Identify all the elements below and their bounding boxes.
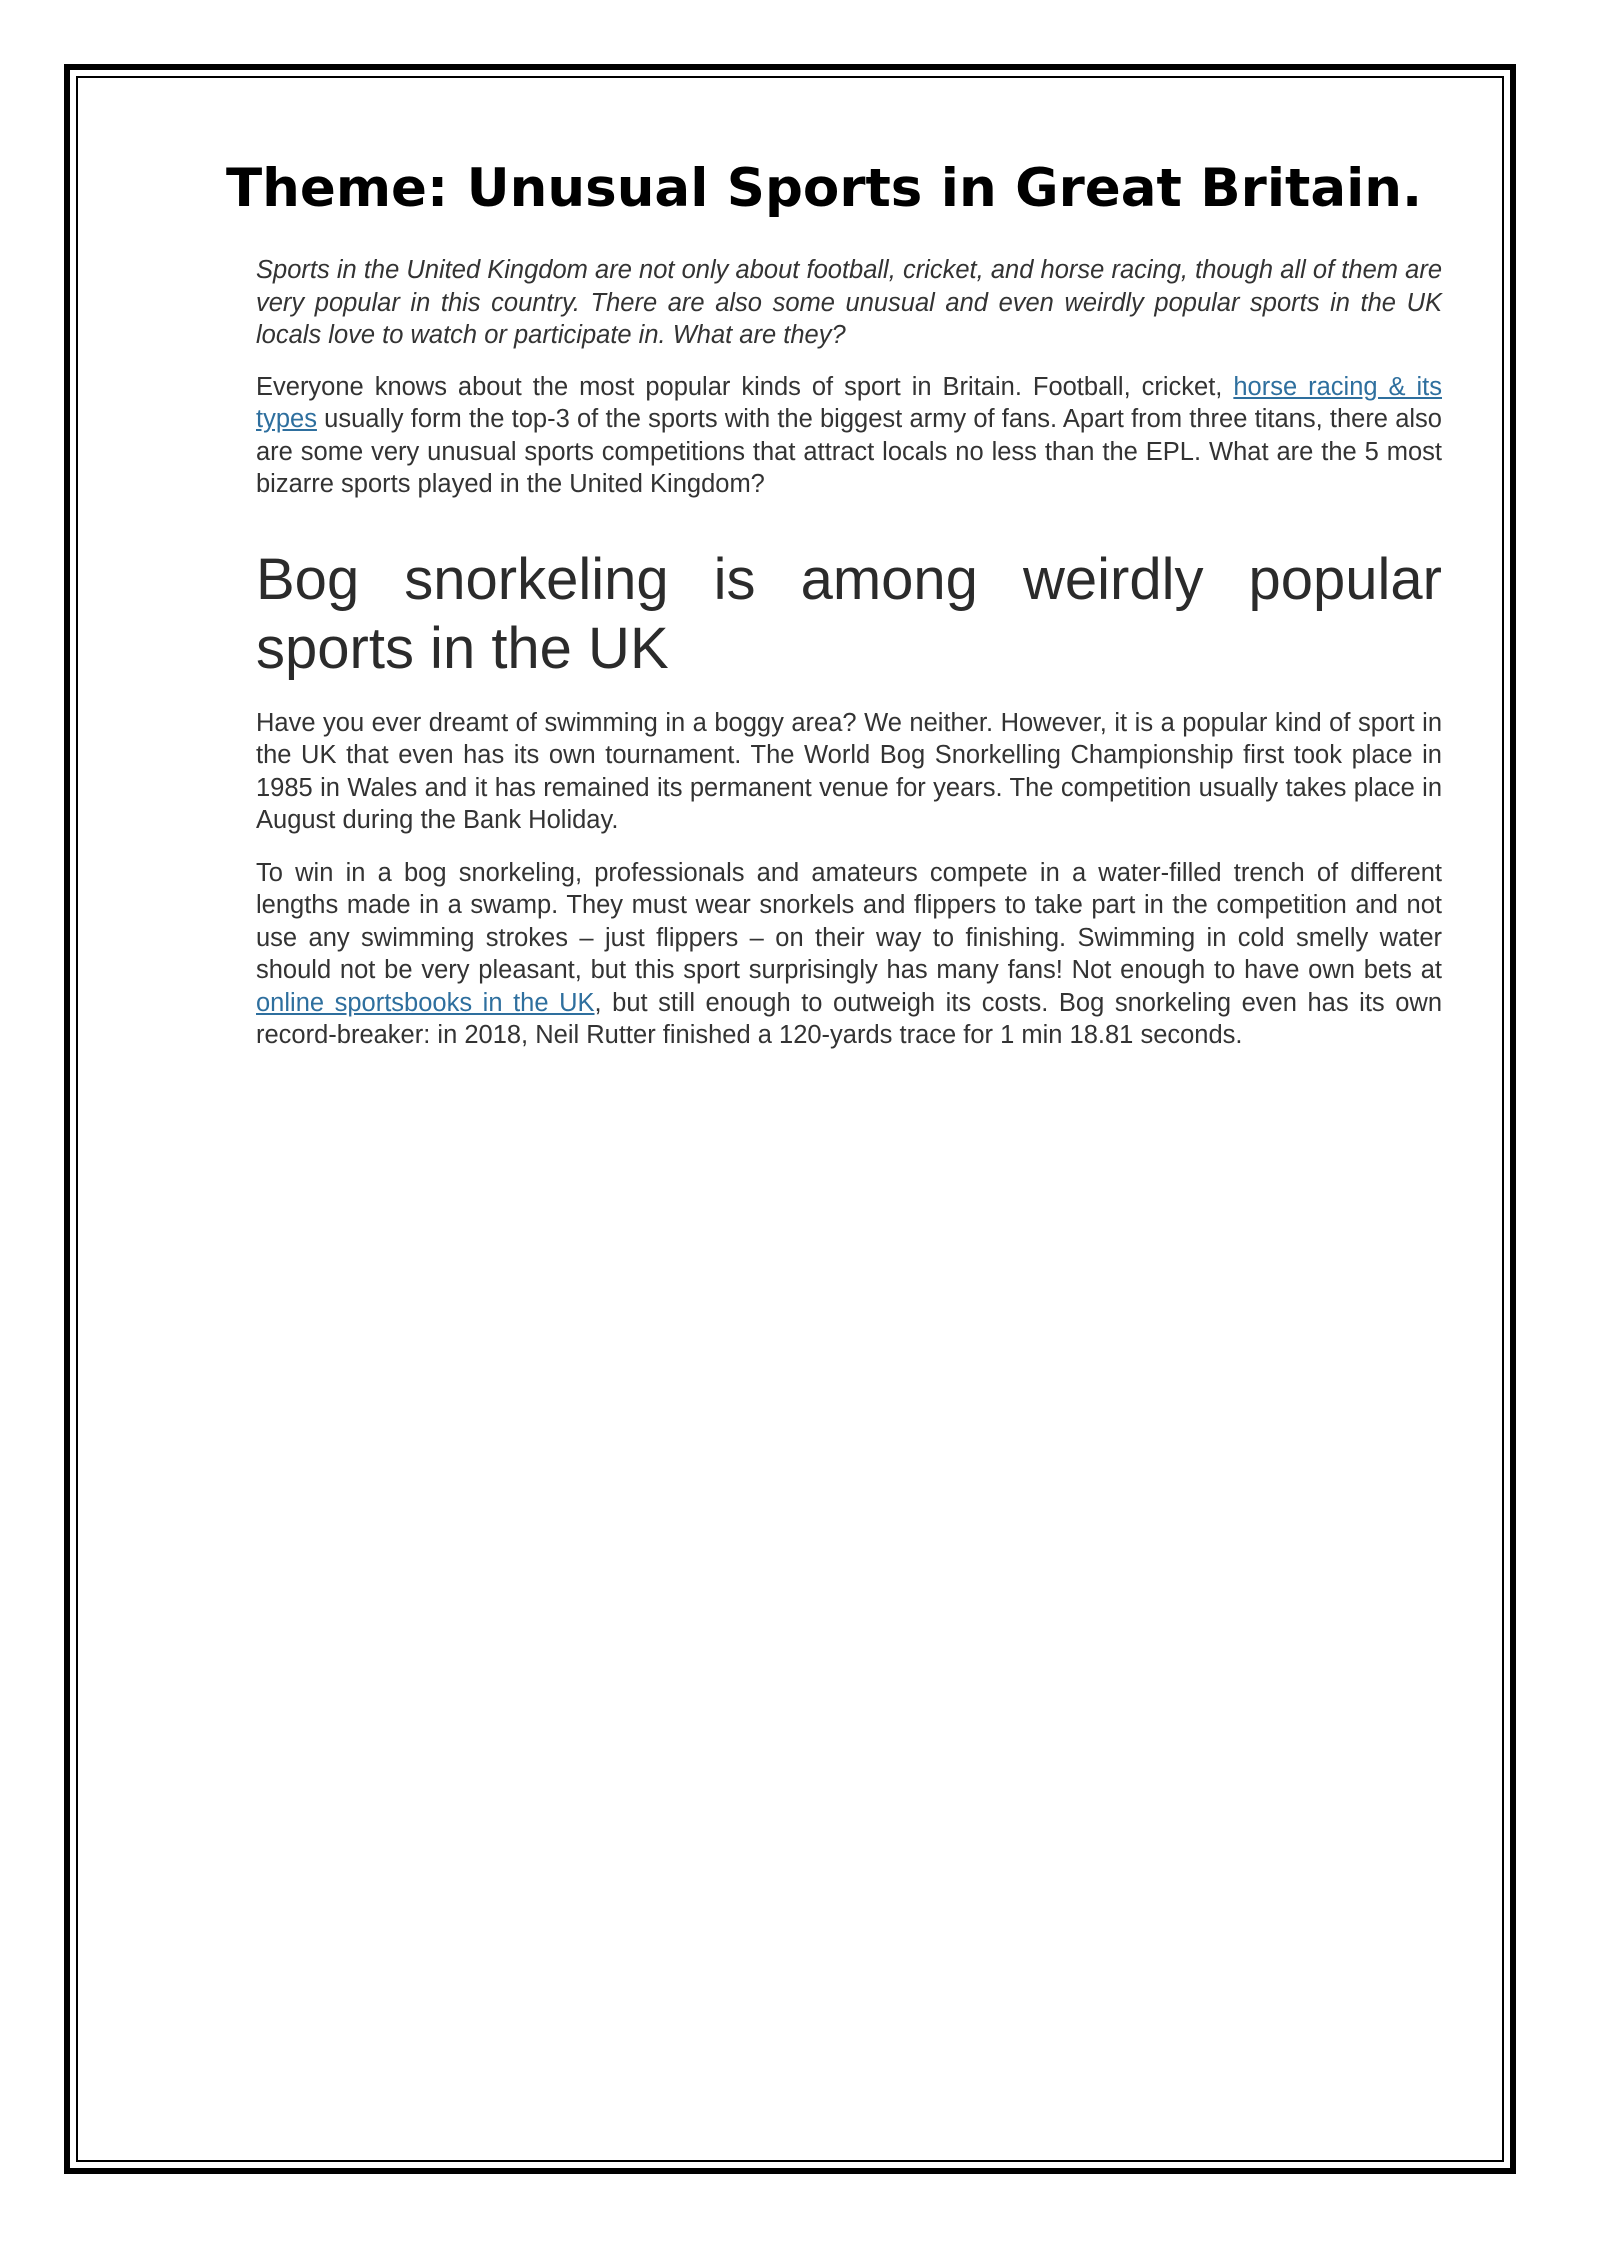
paragraph-text: , but still enough to outweigh its costs. Bog snorkeling even has its own record-breaker: in 2018, Neil Rutter finished a 120-yards trace for 1 min 18.81 seconds. (256, 988, 1442, 1049)
page-title: Theme: Unusual Sports in Great Britain. (226, 158, 1423, 219)
intro-paragraph: Sports in the United Kingdom are not only about football, cricket, and horse racing, though all of them are very popular in this country. There are also some unusual and even weirdly popular sports in the UK locals love to watch or participate in. What are they? (256, 256, 1442, 349)
paragraph-bog-rules (256, 857, 1442, 1052)
document-body (256, 254, 1442, 1072)
paragraph-text: Everyone knows about the most popular kinds of sport in Britain. Football, cricket, (256, 372, 1234, 401)
paragraph-bog-intro: Have you ever dreamt of swimming in a boggy area? We neither. However, it is a popular kind of sport in the UK that even has its own tournament. The World Bog Snorkelling Championship first took place in 1985 in Wales and it has remained its permanent venue for years. The competition usually takes place in August during the Bank Holiday. (256, 708, 1442, 834)
paragraph-popular-sports (256, 371, 1442, 501)
paragraph-text: To win in a bog snorkeling, professionals and amateurs compete in a water-filled trench of different lengths made in a swamp. They must wear snorkels and flippers to take part in the competition and not use any swimming strokes – just flippers – on their way to finishing. Swimming in cold smelly water should not be very pleasant, but this sport surprisingly has many fans! Not enough to have own bets at (256, 858, 1442, 984)
section-heading: Bog snorkeling is among weirdly popular sports in the UK (256, 546, 1442, 681)
horse-racing-link[interactable]: horse racing & its types (256, 372, 1442, 433)
sportsbooks-link[interactable]: online sportsbooks in the UK (256, 988, 595, 1017)
paragraph-text: usually form the top-3 of the sports with the biggest army of fans. Apart from three titans, there also are some very unusual sports competitions that attract locals no less than the EPL. What are the 5 most bizarre sports played in the United Kingdom? (256, 405, 1442, 498)
